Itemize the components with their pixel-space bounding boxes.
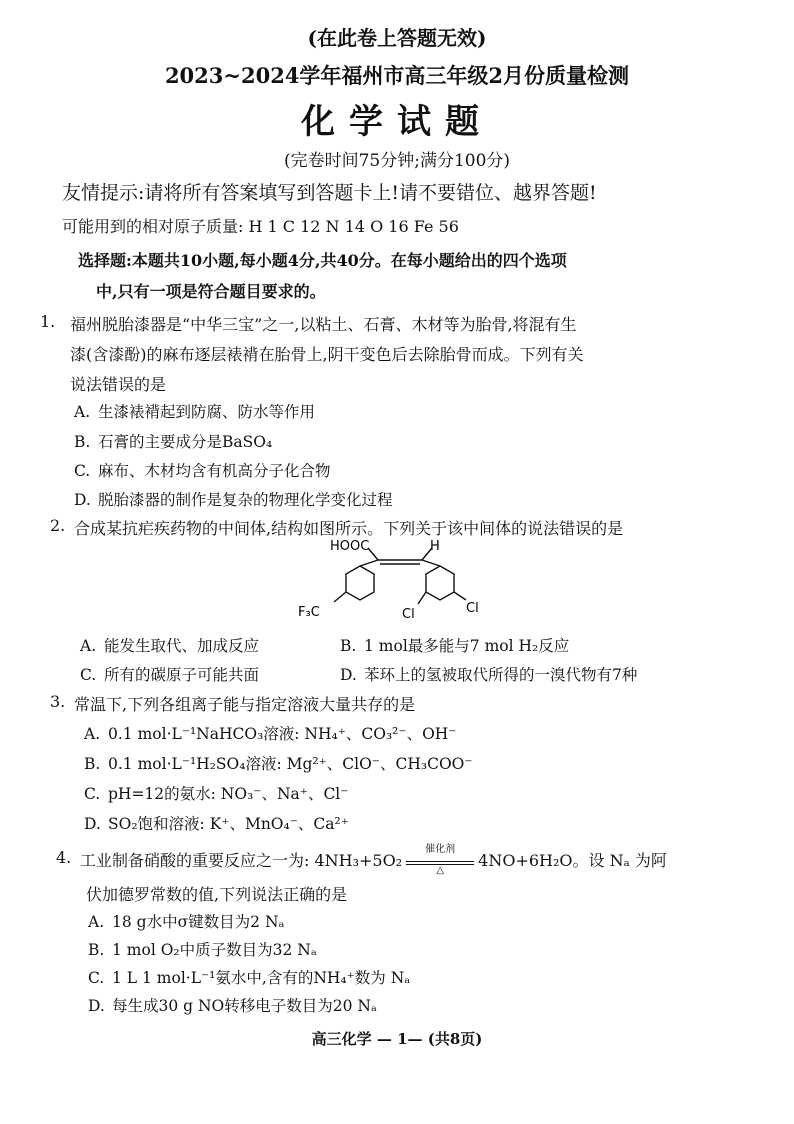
- label-cf3: F₃C: [298, 605, 320, 620]
- q1-number: 1.: [40, 312, 56, 331]
- q4-stem-pre: 工业制备硝酸的重要反应之一为: 4NH₃+5O₂: [80, 851, 403, 870]
- catalyst-label: 催化剂: [425, 843, 456, 855]
- q1-option-b-text: 石膏的主要成分是BaSO₄: [98, 433, 273, 451]
- option-letter: B.: [88, 941, 105, 959]
- q4-stem-line1: [80, 843, 667, 876]
- q2-option-d-text: 苯环上的氢被取代所得的一溴代物有7种: [364, 666, 638, 684]
- section-heading-line1: 选择题:本题共10小题,每小题4分,共40分。在每小题给出的四个选项: [78, 251, 567, 270]
- q2-option-b-text: 1 mol最多能与7 mol H₂反应: [364, 637, 570, 655]
- label-hooc: HOOC: [330, 540, 370, 554]
- q3-option-a[interactable]: [84, 722, 457, 744]
- option-letter: C.: [88, 969, 105, 987]
- q2-option-b[interactable]: [340, 634, 569, 656]
- q3-option-b-text: 0.1 mol·L⁻¹H₂SO₄溶液: Mg²⁺、ClO⁻、CH₃COO⁻: [108, 755, 473, 773]
- q3-number: 3.: [50, 692, 66, 711]
- q1-option-c[interactable]: [74, 459, 331, 481]
- q1-stem-line3: 说法错误的是: [70, 375, 167, 394]
- q3-option-a-text: 0.1 mol·L⁻¹NaHCO₃溶液: NH₄⁺、CO₃²⁻、OH⁻: [108, 725, 457, 743]
- q4-stem-line2: 伏加德罗常数的值,下列说法正确的是: [86, 885, 348, 904]
- q3-option-b[interactable]: [84, 752, 473, 774]
- q2-option-a-text: 能发生取代、加成反应: [104, 637, 260, 655]
- heat-label: △: [436, 864, 444, 876]
- label-cl-2: Cl: [466, 601, 479, 616]
- q2-structure-diagram: [290, 540, 510, 630]
- q2-option-a[interactable]: [80, 634, 259, 656]
- q4-option-b-text: 1 mol O₂中质子数目为32 Nₐ: [112, 941, 317, 959]
- equation-line-top: [406, 861, 474, 862]
- q3-option-d-text: SO₂饱和溶液: K⁺、MnO₄⁻、Ca²⁺: [108, 815, 349, 833]
- option-letter: B.: [74, 433, 91, 451]
- q2-stem: 合成某抗疟疾药物的中间体,结构如图所示。下列关于该中间体的说法错误的是: [74, 519, 624, 538]
- reaction-arrow: [406, 843, 474, 876]
- q3-option-c-text: pH=12的氨水: NO₃⁻、Na⁺、Cl⁻: [108, 785, 349, 803]
- q4-option-c[interactable]: [88, 966, 410, 988]
- option-letter: A.: [80, 637, 97, 655]
- bond-cl2: [454, 592, 466, 600]
- option-letter: D.: [74, 491, 91, 509]
- q1-stem-line1: 福州脱胎漆器是“中华三宝”之一,以粘土、石膏、木材等为胎骨,将混有生: [70, 315, 577, 334]
- option-letter: A.: [88, 913, 105, 931]
- option-letter: D.: [88, 997, 105, 1015]
- option-letter: C.: [80, 666, 97, 684]
- q4-option-d-text: 每生成30 g NO转移电子数目为20 Nₐ: [112, 997, 377, 1015]
- q1-stem-line2: 漆(含漆酚)的麻布逐层裱褙在胎骨上,阴干变色后去除胎骨而成。下列有关: [70, 345, 584, 364]
- q3-option-d[interactable]: [84, 812, 349, 834]
- option-letter: C.: [84, 785, 101, 803]
- q4-number: 4.: [56, 848, 72, 867]
- option-letter: B.: [340, 637, 357, 655]
- q3-option-c[interactable]: [84, 782, 348, 804]
- exam-notice: (在此卷上答题无效): [307, 26, 487, 50]
- page-title: 化学试题: [301, 102, 493, 142]
- q1-option-d-text: 脱胎漆器的制作是复杂的物理化学变化过程: [98, 491, 393, 509]
- q4-option-a-text: 18 g水中σ键数目为2 Nₐ: [112, 913, 285, 931]
- q3-stem: 常温下,下列各组离子能与指定溶液大量共存的是: [74, 695, 416, 714]
- option-letter: A.: [74, 403, 91, 421]
- option-letter: D.: [84, 815, 101, 833]
- q4-option-b[interactable]: [88, 938, 317, 960]
- atomic-mass-line: 可能用到的相对原子质量: H 1 C 12 N 14 O 16 Fe 56: [62, 217, 459, 236]
- page-footer: 高三化学 — 1— (共8页): [311, 1030, 483, 1048]
- q1-option-b[interactable]: [74, 430, 272, 452]
- bond-right-ring: [422, 560, 440, 566]
- time-info: (完卷时间75分钟;满分100分): [283, 151, 511, 171]
- q4-stem-post: 4NO+6H₂O。设 Nₐ 为阿: [478, 851, 667, 870]
- friendly-tip: 友情提示:请将所有答案填写到答题卡上!请不要错位、越界答题!: [62, 182, 597, 204]
- q1-option-a[interactable]: [74, 400, 315, 422]
- bond-left-ring: [360, 560, 378, 566]
- section-heading-line2: 中,只有一项是符合题目要求的。: [96, 282, 326, 301]
- option-letter: A.: [84, 725, 101, 743]
- q4-option-a[interactable]: [88, 910, 284, 932]
- option-letter: B.: [84, 755, 101, 773]
- q1-option-c-text: 麻布、木材均含有机高分子化合物: [98, 462, 331, 480]
- option-letter: D.: [340, 666, 357, 684]
- q4-option-d[interactable]: [88, 994, 377, 1016]
- label-h: H: [430, 540, 440, 554]
- bond-cf3: [334, 592, 346, 602]
- q1-option-a-text: 生漆裱褙起到防腐、防水等作用: [98, 403, 316, 421]
- q1-option-d[interactable]: [74, 488, 393, 510]
- label-cl-1: Cl: [402, 607, 415, 622]
- exam-name: 2023~2024学年福州市高三年级2月份质量检测: [164, 63, 630, 88]
- q2-option-d[interactable]: [340, 663, 637, 685]
- benzene-ring-left: [346, 566, 374, 600]
- q2-number: 2.: [50, 516, 66, 535]
- option-letter: C.: [74, 462, 91, 480]
- q4-option-c-text: 1 L 1 mol·L⁻¹氨水中,含有的NH₄⁺数为 Nₐ: [112, 969, 411, 987]
- q2-option-c-text: 所有的碳原子可能共面: [104, 666, 260, 684]
- benzene-ring-right: [426, 566, 454, 600]
- q2-option-c[interactable]: [80, 663, 259, 685]
- bond-cl1: [418, 592, 426, 604]
- bond-cooh: [368, 548, 378, 560]
